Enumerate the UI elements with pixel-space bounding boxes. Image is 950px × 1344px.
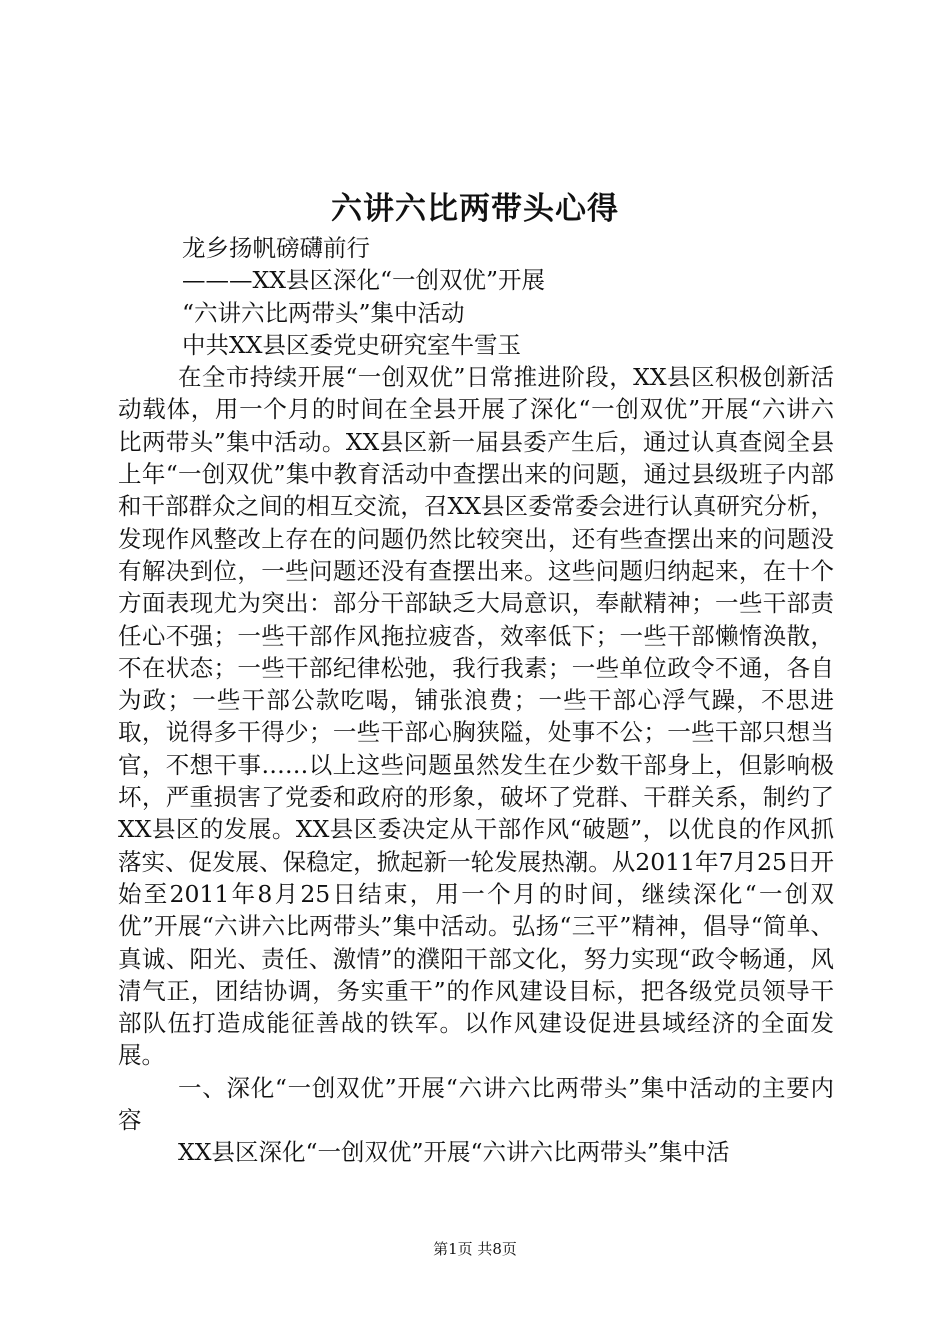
document-title: 六讲六比两带头心得	[331, 191, 619, 227]
page-footer: 第1页 共8页	[433, 1240, 517, 1258]
subtitle-line: ———XX县区深化“一创双优”开展	[182, 266, 545, 295]
document-body	[118, 232, 834, 1169]
body-paragraph: 在全市持续开展“一创双优”日常推进阶段，XX县区积极创新活动载体，用一个月的时间在全县开展了深化“一创双优”开展“六讲六比两带头”集中活动。XX县区新一届县委产生后，通过认真查阅全县上年“一创双优”集中教育活动中查摆出来的问题，通过县级班子内部和干部群众之间的相互交流，召XX县区委常委会进行认真研究分析，发现作风整改上存在的问题仍然比较突出，还有些查摆出来的问题没有解决到位，一些问题还没有查摆出来。这些问题归纳起来，在十个方面表现尤为突出：部分干部缺乏大局意识，奉献精神；一些干部责任心不强；一些干部作风拖拉疲沓，效率低下；一些干部懒惰涣散，不在状态；一些干部纪律松弛，我行我素；一些单位政令不通，各自为政；一些干部公款吃喝，铺张浪费；一些干部心浮气躁，不思进取，说得多干得少；一些干部心胸狭隘，处事不公；一些干部只想当官，不想干事……以上这些问题虽然发生在少数干部身上，但影响极坏，严重损害了党委和政府的形象，破坏了党群、干群关系，制约了XX县区的发展。XX县区委决定从干部作风“破题”，以优良的作风抓落实、促发展、保稳定，掀起新一轮发展热潮。从2011年7月25日开始至2011年8月25日结束，用一个月的时间，继续深化“一创双优”开展“六讲六比两带头”集中活动。弘扬“三平”精神，倡导“简单、真诚、阳光、责任、激情”的濮阳干部文化，努力实现“政令畅通，风清气正，团结协调，务实重干”的作风建设目标，把各级党员领导干部队伍打造成能征善战的铁军。以作风建设促进县域经济的全面发展。	[118, 363, 834, 1070]
body-paragraph: XX县区深化“一创双优”开展“六讲六比两带头”集中活	[178, 1138, 730, 1167]
section-heading: 一、深化“一创双优”开展“六讲六比两带头”集中活动的主要内容	[118, 1073, 834, 1135]
author-line: 中共XX县区委党史研究室牛雪玉	[182, 330, 521, 359]
subtitle-line: 龙乡扬帆磅礴前行	[182, 234, 370, 262]
subtitle-line: “六讲六比两带头”集中活动	[182, 298, 465, 327]
